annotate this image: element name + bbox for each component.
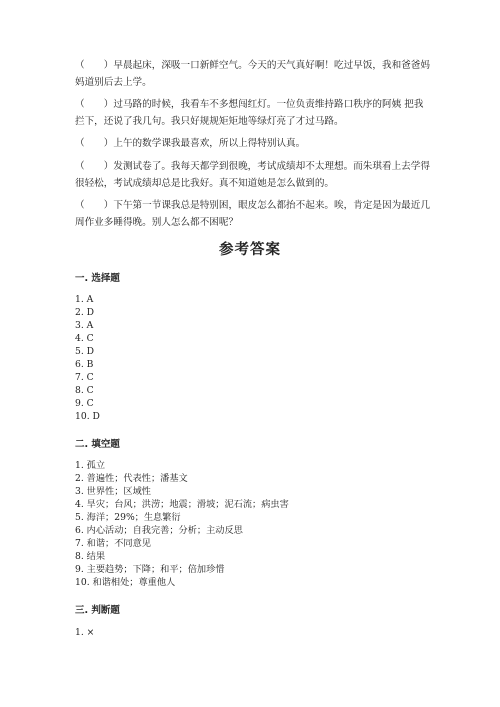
question-paragraph-3: （ ）上午的数学课我最喜欢，所以上得特别认真。 <box>75 138 306 149</box>
list-item: 10. 和谐相处；尊重他人 <box>75 577 176 588</box>
fill-answer-list <box>75 459 289 589</box>
section-heading-choice: 一. 选择题 <box>75 273 120 284</box>
choice-answer-list <box>75 293 100 423</box>
list-item: 3. 世界性；区域性 <box>75 486 151 497</box>
question-paragraph-2: （ ）过马路的时候，我看车不多想闯红灯。一位负责维持路口秩序的阿姨 把我拦下，还说了我几句。我只好规规矩矩地等绿灯亮了才过马路。 <box>75 99 424 127</box>
question-paragraph-5: （ ）下午第一节课我总是特别困，眼皮怎么都抬不起来。唉，肯定是因为最近几周作业多睡得晚。别人怎么都不困呢？ <box>75 200 430 228</box>
question-paragraph-4: （ ）发测试卷了。我每天都学到很晚，考试成绩却不太理想。而朱琪看上去学得很轻松，考试成绩却总是比我好。真不知道她是怎么做到的。 <box>75 161 430 189</box>
list-item: 9. C <box>75 398 94 409</box>
list-item: 7. C <box>75 372 94 383</box>
answer-title: 参考答案 <box>219 241 281 258</box>
list-item: 6. 内心活动；自我完善；分析；主动反思 <box>75 525 243 536</box>
list-item: 7. 和谐；不同意见 <box>75 538 151 549</box>
list-item: 1. A <box>75 294 94 305</box>
list-item: 1. 孤立 <box>75 460 106 471</box>
list-item: 8. 结果 <box>75 551 106 562</box>
question-paragraph-1: （ ）早晨起床，深吸一口新鲜空气。今天的天气真好啊！吃过早饭，我和爸爸妈妈道别后去上学。 <box>75 60 430 88</box>
list-item: 4. C <box>75 333 94 344</box>
list-item: 10. D <box>75 411 100 422</box>
list-item: 8. C <box>75 385 94 396</box>
list-item: 2. 普遍性；代表性；潘基文 <box>75 473 188 484</box>
section-heading-judge: 三. 判断题 <box>75 605 120 616</box>
list-item: 5. D <box>75 346 95 357</box>
list-item: 3. A <box>75 320 94 331</box>
list-item: 6. B <box>75 359 94 370</box>
section-heading-fill: 二. 填空题 <box>75 439 120 450</box>
list-item: 5. 海洋；29%；生息繁衍 <box>75 512 181 523</box>
list-item: 9. 主要趋势；下降；和平；倍加珍惜 <box>75 564 225 575</box>
judge-answer-list <box>75 626 94 639</box>
list-item: 2. D <box>75 307 95 318</box>
list-item: 4. 旱灾；台风；洪涝；地震；滑坡；泥石流；病虫害 <box>75 499 289 510</box>
list-item: 1. × <box>75 627 95 638</box>
